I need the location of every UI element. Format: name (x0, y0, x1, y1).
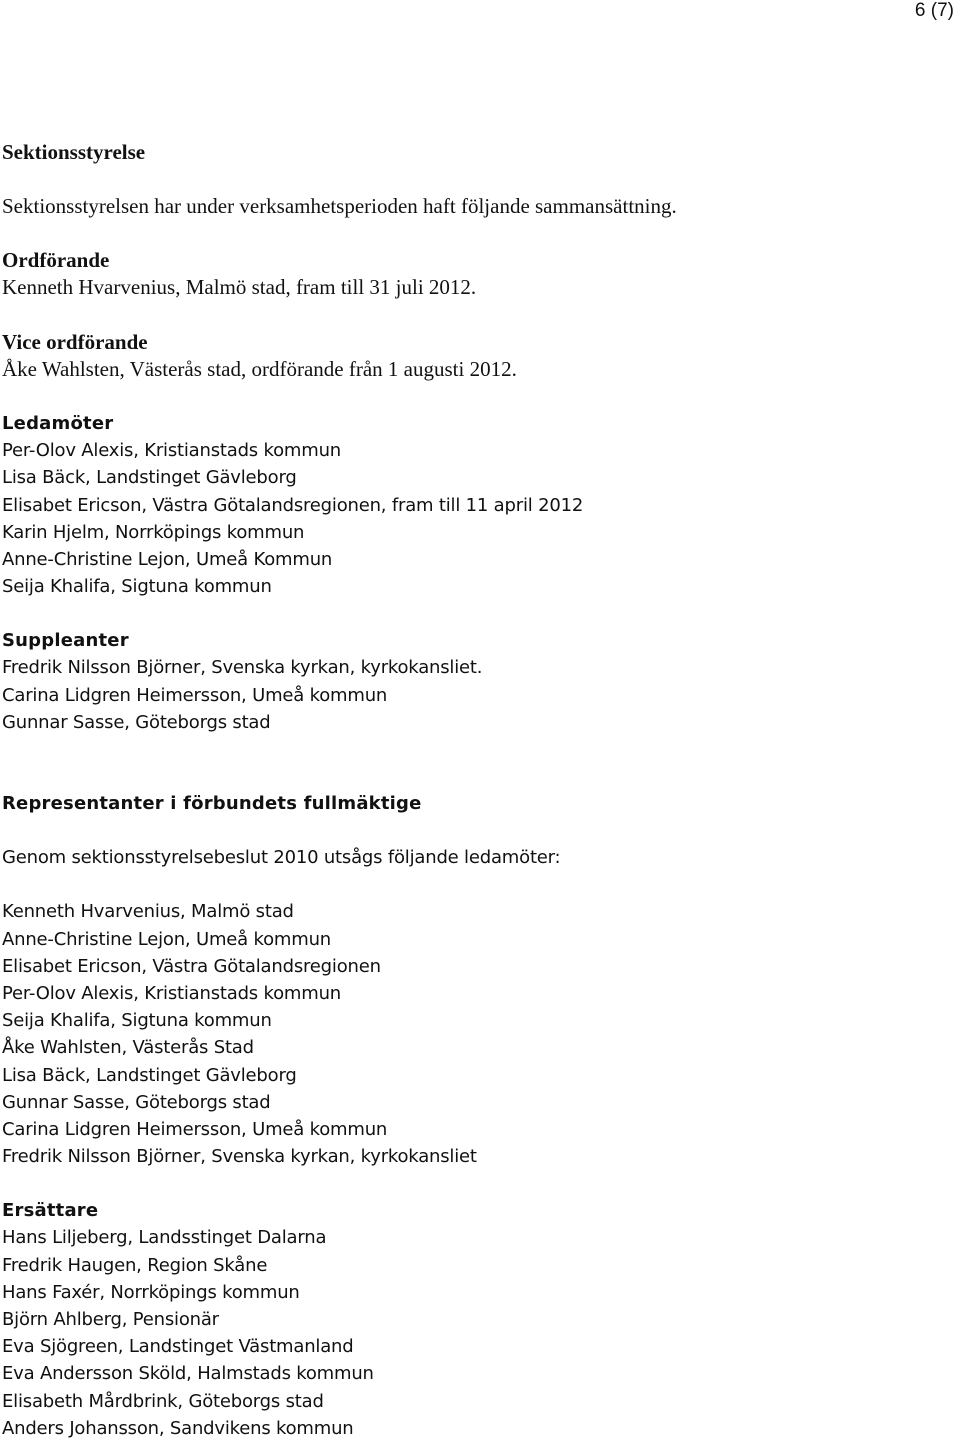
list-item: Elisabet Ericson, Västra Götalandsregionen, fram till 11 april 2012 (2, 494, 584, 516)
spacer (2, 1170, 942, 1197)
list-item: Anne-Christine Lejon, Umeå Kommun (2, 548, 333, 570)
ledamoter-list (2, 437, 942, 600)
list-item: Lisa Bäck, Landstinget Gävleborg (2, 1064, 297, 1086)
list-item: Karin Hjelm, Norrköpings kommun (2, 521, 305, 543)
list-item: Fredrik Nilsson Björner, Svenska kyrkan, kyrkokansliet (2, 1146, 477, 1168)
spacer (2, 736, 942, 790)
spacer (2, 166, 942, 193)
section-heading-sektionsstyrelse: Sektionsstyrelse (2, 140, 146, 164)
spacer (2, 871, 942, 898)
list-item: Fredrik Haugen, Region Skåne (2, 1254, 268, 1276)
spacer (2, 220, 942, 247)
list-item: Per-Olov Alexis, Kristianstads kommun (2, 982, 341, 1004)
list-item: Per-Olov Alexis, Kristianstads kommun (2, 440, 341, 462)
list-item: Gunnar Sasse, Göteborgs stad (2, 711, 271, 733)
suppleanter-label: Suppleanter (2, 630, 129, 652)
ersattare-list (2, 1224, 942, 1442)
list-item: Hans Faxér, Norrköpings kommun (2, 1281, 300, 1303)
sektionsstyrelse-intro: Sektionsstyrelsen har under verksamhetsperioden haft följande sammansättning. (2, 194, 677, 218)
list-item: Fredrik Nilsson Björner, Svenska kyrkan, kyrkokansliet. (2, 657, 483, 679)
document-body (2, 139, 942, 1442)
spacer (2, 302, 942, 329)
list-item: Hans Liljeberg, Landsstinget Dalarna (2, 1227, 327, 1249)
list-item: Björn Ahlberg, Pensionär (2, 1309, 219, 1330)
spacer (2, 817, 942, 844)
list-item: Elisabeth Mårdbrink, Göteborgs stad (2, 1390, 324, 1412)
section-heading-representanter: Representanter i förbundets fullmäktige (2, 793, 422, 814)
spacer (2, 383, 942, 410)
list-item: Anders Johansson, Sandvikens kommun (2, 1417, 354, 1439)
ledamoter-label: Ledamöter (2, 412, 114, 434)
representanter-intro: Genom sektionsstyrelsebeslut 2010 utsågs följande ledamöter: (2, 847, 561, 869)
vice-ordforande-label: Vice ordförande (2, 329, 148, 354)
ersattare-label: Ersättare (2, 1200, 99, 1222)
list-item: Eva Andersson Sköld, Halmstads kommun (2, 1363, 374, 1385)
ordforande-label: Ordförande (2, 248, 110, 273)
list-item: Anne-Christine Lejon, Umeå kommun (2, 928, 331, 950)
representanter-list (2, 898, 942, 1170)
vice-ordforande-value: Åke Wahlsten, Västerås stad, ordförande från 1 augusti 2012. (2, 356, 517, 381)
list-item: Carina Lidgren Heimersson, Umeå kommun (2, 684, 388, 706)
list-item: Lisa Bäck, Landstinget Gävleborg (2, 467, 297, 489)
ordforande-value: Kenneth Hvarvenius, Malmö stad, fram till 31 juli 2012. (2, 275, 477, 300)
list-item: Åke Wahlsten, Västerås Stad (2, 1037, 254, 1059)
list-item: Carina Lidgren Heimersson, Umeå kommun (2, 1118, 388, 1140)
list-item: Seija Khalifa, Sigtuna kommun (2, 576, 272, 598)
list-item: Eva Sjögreen, Landstinget Västmanland (2, 1336, 354, 1358)
page-number: 6 (7) (914, 0, 954, 21)
list-item: Gunnar Sasse, Göteborgs stad (2, 1091, 271, 1113)
suppleanter-list (2, 654, 942, 736)
list-item: Elisabet Ericson, Västra Götalandsregionen (2, 955, 381, 977)
spacer (2, 600, 942, 627)
list-item: Seija Khalifa, Sigtuna kommun (2, 1010, 272, 1032)
list-item: Kenneth Hvarvenius, Malmö stad (2, 901, 294, 923)
